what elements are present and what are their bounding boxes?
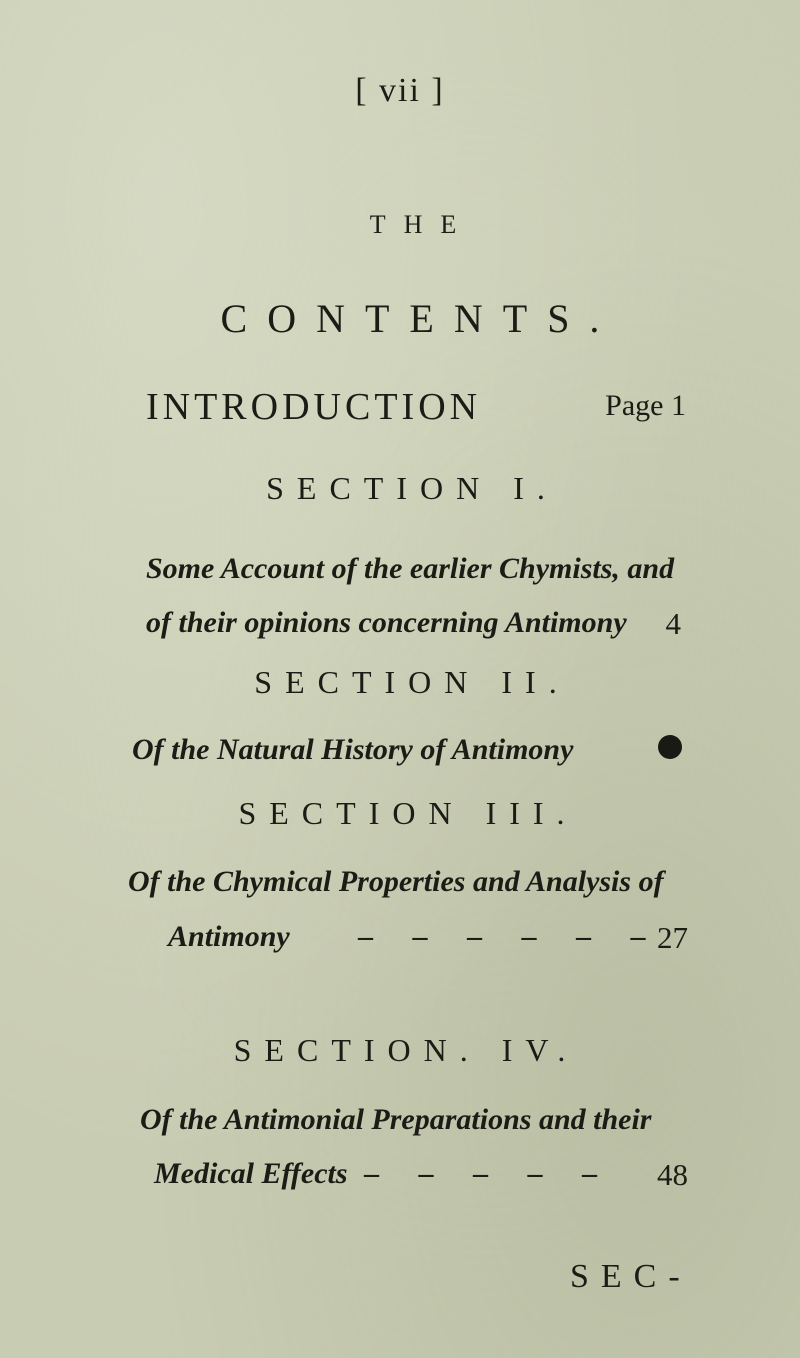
section-3-line-2 bbox=[168, 920, 688, 954]
section-heading-4: SECTION. IV. bbox=[233, 1032, 579, 1068]
section-2-line-1 bbox=[132, 733, 682, 767]
page-number: [ vii ] bbox=[355, 72, 445, 109]
section-heading-2: SECTION II. bbox=[254, 664, 570, 700]
section-3-leader-dashes: – – – – – – bbox=[358, 920, 662, 953]
catchword: SEC- bbox=[570, 1258, 692, 1295]
section-1-line-2 bbox=[146, 606, 681, 640]
section-3-line-2-text: Antimony bbox=[168, 920, 290, 953]
section-4-leader-dashes: – – – – – bbox=[364, 1157, 613, 1190]
section-3-line-1: Of the Chymical Properties and Analysis of bbox=[128, 865, 664, 898]
section-4-line-2-text: Medical Effects bbox=[154, 1157, 348, 1190]
section-1-page: 4 bbox=[665, 606, 681, 641]
section-heading-3: SECTION III. bbox=[238, 795, 578, 831]
section-4-page: 48 bbox=[657, 1157, 688, 1192]
section-1-line-2-text: of their opinions concerning Antimony bbox=[146, 606, 627, 639]
section-heading-1: SECTION I. bbox=[266, 470, 558, 506]
ink-blot-icon bbox=[654, 731, 686, 763]
title-contents: CONTENTS. bbox=[220, 296, 620, 341]
section-1-line-1: Some Account of the earlier Chymists, and bbox=[146, 552, 675, 585]
introduction-page: Page 1 bbox=[605, 389, 686, 422]
introduction-entry bbox=[146, 385, 686, 429]
section-4-line-2 bbox=[154, 1157, 688, 1191]
introduction-label: INTRODUCTION bbox=[146, 386, 482, 428]
title-the: THE bbox=[369, 210, 475, 239]
section-3-page: 27 bbox=[657, 920, 688, 955]
section-2-line-1-text: Of the Natural History of Antimony bbox=[132, 733, 574, 766]
section-4-line-1: Of the Antimonial Preparations and their bbox=[140, 1103, 652, 1136]
